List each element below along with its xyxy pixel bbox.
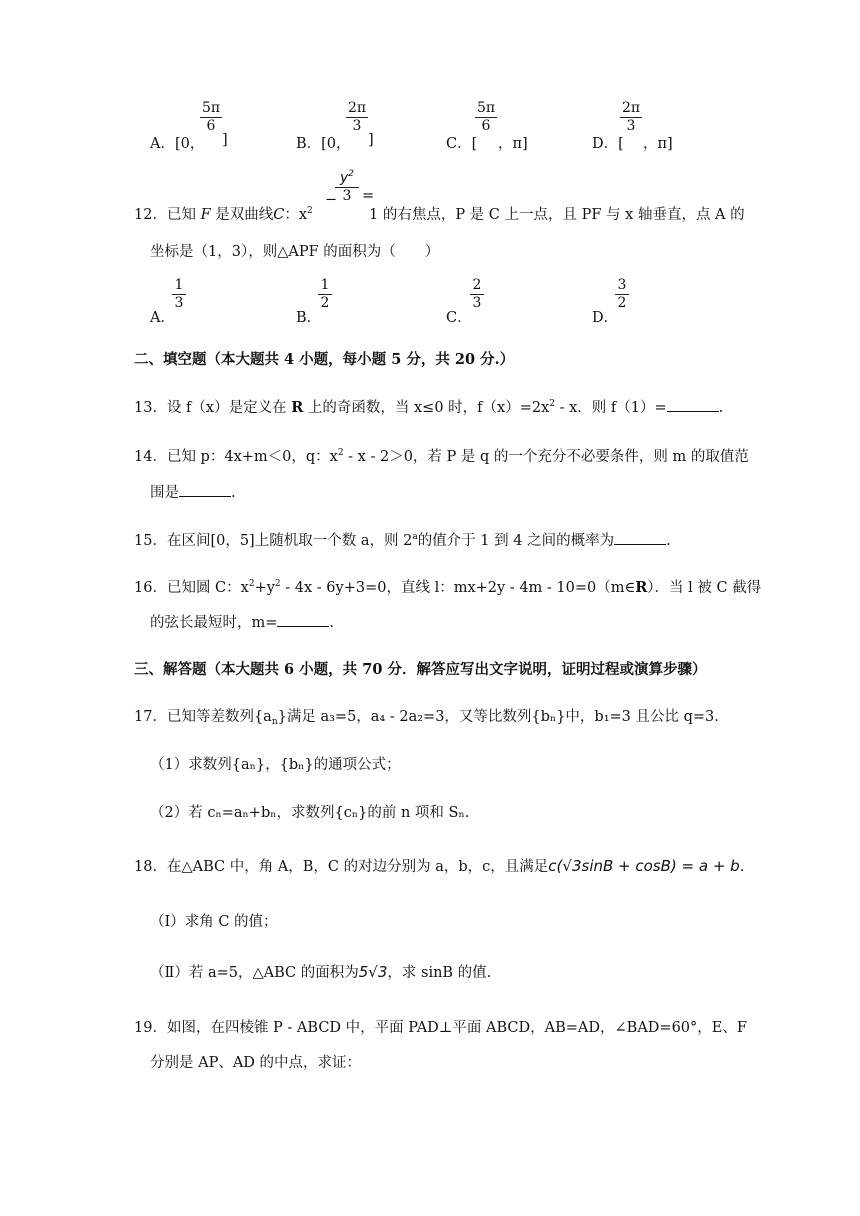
question-16-line1: 16．已知圆 C：$x^2+y^2 - 4x - 6y+3=0$，直线 l：mx+2y - 4m - 10=0（m∈R）．当 l 被 C 截得: [134, 579, 762, 596]
question-14-line2: 围是 .: [150, 481, 236, 502]
question-17-line1: 17．已知等差数列$\{a_n\}$满足 a₃=5，a₄ - 2a₂=3，又等比数列{bₙ}中，b₁=3 且公比 q=3．: [134, 709, 729, 727]
question-14-line1: 14．已知 p：4x+m＜0，q：$x^2 - x - 2>0$，若 P 是 q 的一个充分不必要条件，则 m 的取值范: [134, 448, 749, 465]
q11-option-b-label: B．[0，: [296, 136, 351, 152]
q11-option-a-label: A．[0，: [150, 136, 205, 152]
q11-option-d-label: D．[: [592, 136, 624, 152]
section-2-heading: 二、填空题（本大题共 4 小题，每小题 5 分，共 20 分.）: [134, 351, 515, 368]
q12-option-c-label: C．: [446, 310, 472, 326]
question-17-part1: （1）求数列{aₙ}，{bₙ}的通项公式；: [150, 757, 401, 773]
q11-option-b-fraction: 2π 3: [347, 100, 367, 134]
q12-line1-rest: 1 的右焦点，P 是 C 上一点，且 PF 与 x 轴垂直，点 A 的: [369, 207, 745, 223]
q12-option-a-fraction: 1 3: [172, 278, 186, 310]
question-18-part1: （Ⅰ）求角 C 的值；: [150, 914, 278, 930]
q12-line2: 坐标是（1，3），则△APF 的面积为（ ）: [150, 244, 440, 260]
q11-option-c-close: ，π]: [498, 136, 528, 152]
q12-option-b-fraction: 1 2: [318, 278, 332, 310]
q16-answer-blank[interactable]: [277, 612, 329, 627]
q12-minus: −: [325, 192, 338, 208]
q11-option-d-fraction: 2π 3: [621, 100, 641, 134]
q18-area-formula: 5√3: [358, 963, 388, 981]
question-15: 15．在区间[0，5]上随机取一个数 a，则 2$^a$的值介于 1 到 4 之间的概率为 .: [134, 532, 671, 549]
question-19-line1: 19．如图，在四棱锥 P - ABCD 中，平面 PAD⊥平面 ABCD，AB=AD，∠BAD=60°，E、F: [134, 1020, 747, 1036]
q12-option-c-fraction: 2 3: [470, 278, 484, 310]
q12-equals: =: [362, 188, 375, 204]
q12-option-a-label: A．: [150, 310, 175, 326]
q12-option-d-label: D．: [592, 310, 619, 326]
q18-formula: c(√3sinB + cosB) = a + b: [548, 857, 740, 875]
q11-option-d-close: ，π]: [643, 136, 673, 152]
q13-answer-blank[interactable]: [667, 397, 719, 412]
q11-option-c-label: C．[: [446, 136, 478, 152]
q15-answer-blank[interactable]: [614, 530, 666, 545]
q12-line1: 12．已知 F 是双曲线C：$x^2$: [134, 206, 313, 223]
section-3-heading: 三、解答题（本大题共 6 小题，共 70 分．解答应写出文字说明，证明过程或演算步骤）: [134, 661, 707, 678]
q11-option-b-close: ]: [368, 132, 374, 148]
question-13: 13．设 f（x）是定义在 R 上的奇函数，当 x≤0 时，$f(x)=2x^2 - x$．则 f（1）= .: [134, 399, 724, 416]
q11-option-a-fraction: 5π 6: [201, 100, 221, 134]
question-18-line1: 18．在△ABC 中，角 A，B，C 的对边分别为 a，b，c，且满足c(√3sinB + cosB) = a + b.: [134, 857, 745, 875]
q12-option-b-label: B．: [296, 310, 322, 326]
question-17-part2: （2）若 cₙ=aₙ+bₙ，求数列{cₙ}的前 n 项和 Sₙ.: [150, 805, 470, 821]
question-19-line2: 分别是 AP、AD 的中点，求证：: [150, 1055, 362, 1071]
q11-option-a-close: ]: [222, 132, 228, 148]
q12-option-d-fraction: 3 2: [615, 278, 629, 310]
q14-answer-blank[interactable]: [179, 482, 231, 497]
question-18-part2: （Ⅱ）若 a=5，△ABC 的面积为5√3，求 sinB 的值.: [150, 963, 492, 981]
question-16-line2: 的弦长最短时，m= .: [150, 611, 334, 632]
q11-option-c-fraction: 5π 6: [476, 100, 496, 134]
q12-y2-fraction: $y^2$ 3: [335, 170, 359, 203]
